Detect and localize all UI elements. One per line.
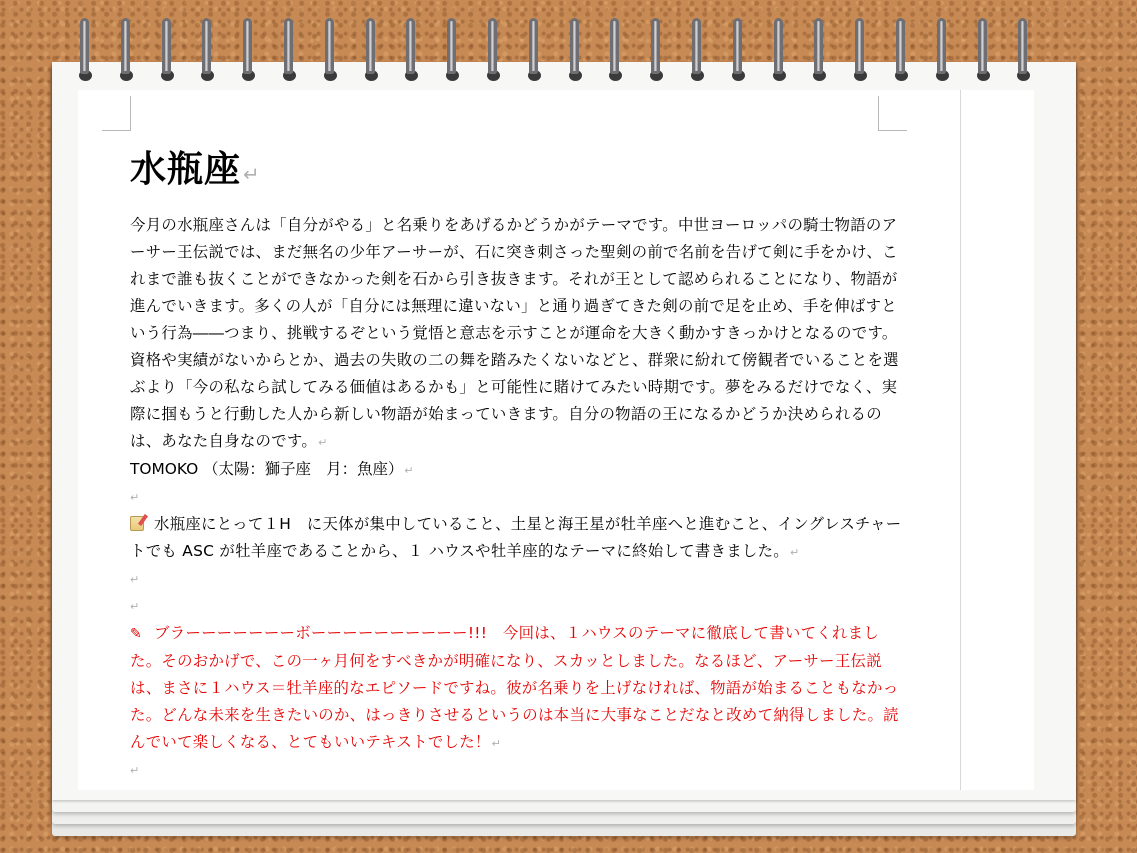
binding-ring xyxy=(160,18,174,82)
crop-mark-left xyxy=(102,96,131,131)
author-text: TOMOKO （太陽：獅子座 月：魚座） xyxy=(130,460,404,478)
binding-ring xyxy=(404,18,418,82)
body-paragraph xyxy=(130,212,910,456)
document-body xyxy=(130,145,910,784)
binding-ring xyxy=(119,18,133,82)
empty-paragraph: ↵ xyxy=(130,600,140,613)
binding-ring xyxy=(853,18,867,82)
binding-ring xyxy=(323,18,337,82)
note-paragraph xyxy=(130,511,910,566)
paragraph-mark: ↵ xyxy=(404,464,414,477)
binding-ring xyxy=(527,18,541,82)
pencil-icon: ✎ xyxy=(130,626,143,642)
title-text: 水瓶座 xyxy=(130,149,242,190)
paragraph-mark: ↵ xyxy=(243,163,261,186)
binding-ring xyxy=(976,18,990,82)
binding-ring xyxy=(200,18,214,82)
memo-icon xyxy=(130,516,144,531)
binding-ring xyxy=(445,18,459,82)
author-line xyxy=(130,456,910,484)
crop-mark-right xyxy=(878,96,907,131)
binding-ring xyxy=(1016,18,1030,82)
binding-ring xyxy=(772,18,786,82)
binding-ring xyxy=(894,18,908,82)
binding-ring xyxy=(812,18,826,82)
note-text: 水瓶座にとって１H に天体が集中していること、土星と海王星が牡羊座へと進むこと、イングレスチャートでも ASC が牡羊座であることから、１ ハウスや牡羊座的なテーマに終始して書きました。 xyxy=(130,515,902,560)
empty-paragraph: ↵ xyxy=(130,491,140,504)
comment-paragraph xyxy=(130,620,910,757)
binding-ring xyxy=(78,18,92,82)
paragraph-mark: ↵ xyxy=(491,737,502,750)
page-title xyxy=(130,145,910,200)
page-margin-line xyxy=(960,90,961,790)
binding-ring xyxy=(690,18,704,82)
binding-ring xyxy=(568,18,582,82)
spiral-binding xyxy=(70,18,1070,88)
paragraph-mark: ↵ xyxy=(318,436,328,449)
binding-ring xyxy=(364,18,378,82)
binding-ring xyxy=(486,18,500,82)
body-text: 今月の水瓶座さんは「自分がやる」と名乗りをあげるかどうかがテーマです。中世ヨーロッパの騎士物語のアーサー王伝説では、まだ無名の少年アーサーが、石に突き刺さった聖剣の前で名前を告げて剣に手をかけ、これまで誰も抜くことができなかった剣を石から引き抜きます。それが王として認められることになり、物語が進んでいきます。多くの人が「自分には無理に違いない」と通り過ぎてきた剣の前で足を止め、手を伸ばすという行為――つまり、挑戦するぞという覚悟と意志を示すことが運命を大きく動かすきっかけとなるのです。資格や実績がないからとか、過去の失敗の二の舞を踏みたくないなどと、群衆に紛れて傍観者でいることを選ぶより「今の私なら試してみる価値はあるかも」と可能性に賭けてみたい時期です。夢をみるだけでなく、実際に掴もうと行動した人から新しい物語が始まっていきます。自分の物語の王になるかどうか決められるのは、あなた自身なのです。 xyxy=(130,216,899,450)
binding-ring xyxy=(241,18,255,82)
binding-ring xyxy=(282,18,296,82)
empty-paragraph: ↵ xyxy=(130,764,140,777)
binding-ring xyxy=(649,18,663,82)
comment-text: ブラーーーーーーーボーーーーーーーーーー!!! 今回は、１ハウスのテーマに徹底して書いてくれました。そのおかげで、この一ヶ月何をすべきかが明確になり、スカッとしました。なるほど、アーサー王伝説は、まさに１ハウス＝牡羊座的なエピソードですね。彼が名乗りを上げなければ、物語が始まることもなかった。どんな未来を生きたいのか、はっきりさせるというのは本当に大事なことだなと改めて納得しました。読んでいて楽しくなる、とてもいいテキストでした！ xyxy=(130,624,899,751)
paragraph-mark: ↵ xyxy=(790,546,800,559)
binding-ring xyxy=(608,18,622,82)
binding-ring xyxy=(731,18,745,82)
empty-paragraph: ↵ xyxy=(130,573,140,586)
binding-ring xyxy=(935,18,949,82)
